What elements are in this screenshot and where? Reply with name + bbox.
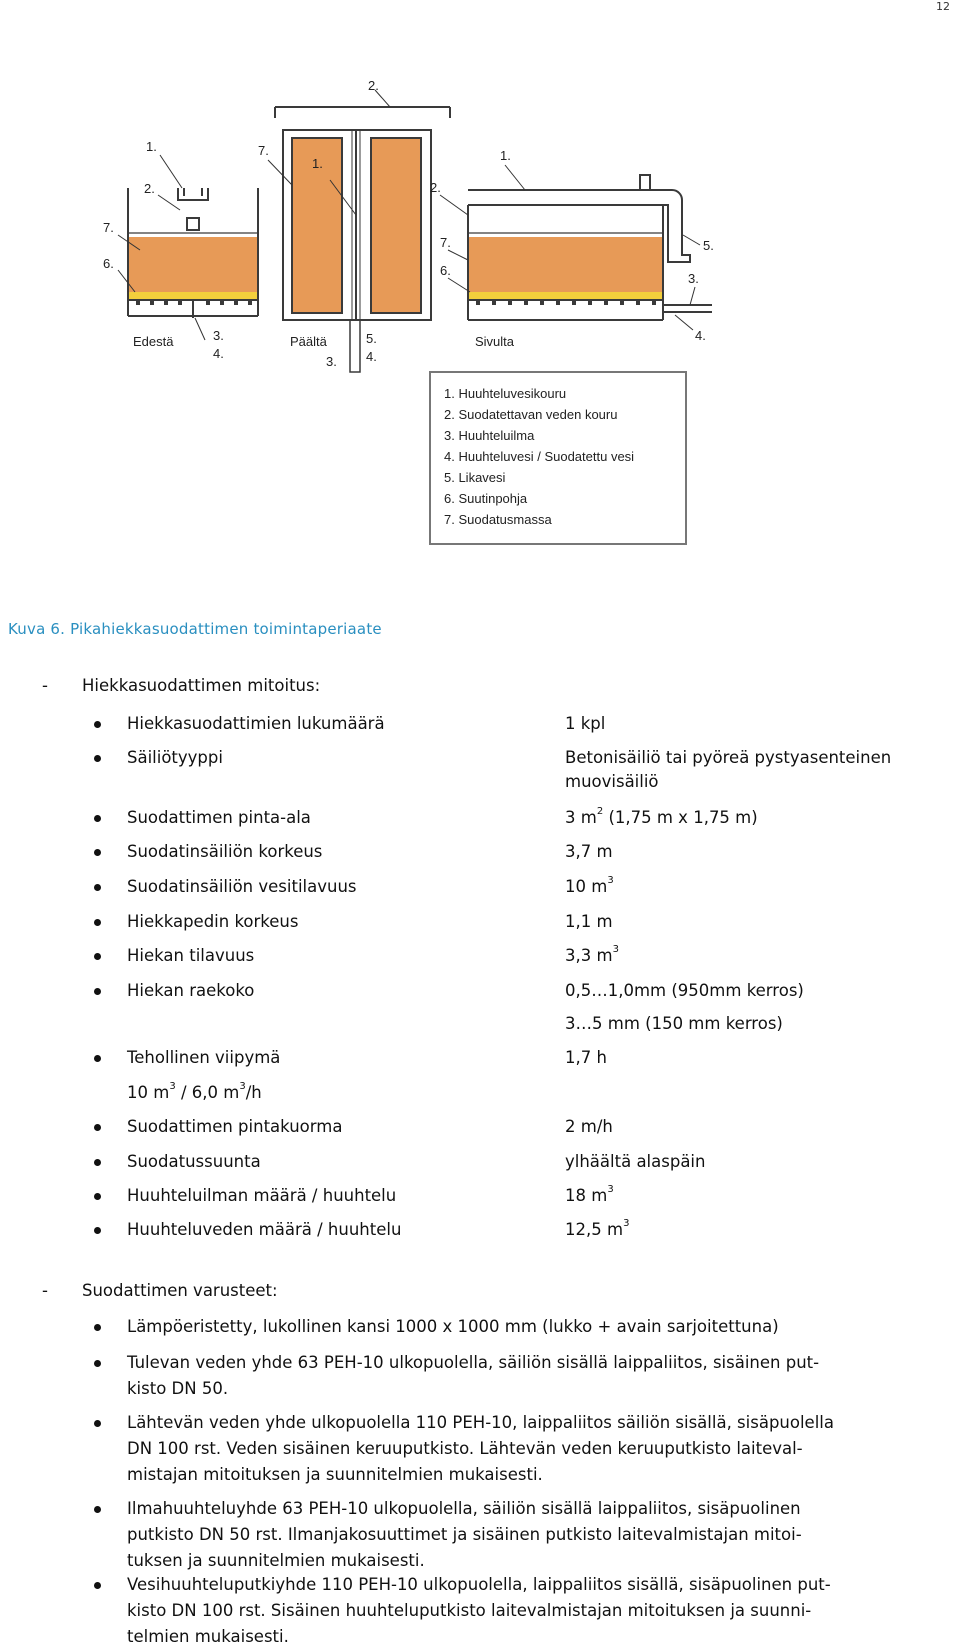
label-2-side: 2. — [430, 180, 441, 195]
spec-value-cont: 3…5 mm (150 mm kerros) — [565, 1014, 783, 1033]
bullet-icon — [94, 755, 101, 762]
bullet-icon — [94, 1506, 101, 1513]
legend-item-6: 6. Suutinpohja — [444, 491, 528, 506]
legend-item-4: 4. Huuhteluvesi / Suodatettu vesi — [444, 449, 635, 464]
spec-value: 3 $m^2$ (1,75 m x 1,75 m) — [565, 806, 758, 827]
bullet-icon — [94, 849, 101, 856]
label-7-side: 7. — [440, 235, 451, 250]
dash-marker: - — [42, 1281, 48, 1300]
spec-value: Betonisäiliö tai pyöreä pystyasenteinen — [565, 748, 892, 767]
label-6-side: 6. — [440, 263, 451, 278]
section-title: Hiekkasuodattimen mitoitus: — [82, 676, 321, 695]
spec-value: 18 $m^3$ — [565, 1184, 614, 1205]
equipment-line: Tulevan veden yhde 63 PEH-10 ulkopuolella, säiliön sisällä laippaliitos, sisäinen put- — [127, 1353, 820, 1372]
label-5-top: 5. — [366, 331, 377, 346]
bullet-icon — [94, 1159, 101, 1166]
label-1-top: 1. — [312, 156, 323, 171]
bullet-icon — [94, 988, 101, 995]
label-2-top: 2. — [368, 78, 379, 93]
bullet-icon — [94, 1124, 101, 1131]
bullet-icon — [94, 815, 101, 822]
front-media — [128, 237, 258, 292]
spec-label: Hiekkasuodattimien lukumäärä — [127, 714, 385, 733]
section-title: Suodattimen varusteet: — [82, 1281, 278, 1300]
label-2-front: 2. — [144, 181, 155, 196]
front-nozzle-floor — [128, 292, 258, 299]
label-5-side: 5. — [703, 238, 714, 253]
legend-item-3: 3. Huuhteluilma — [444, 428, 535, 443]
view-label-side: Sivulta — [475, 334, 515, 349]
equipment-line: DN 100 rst. Veden sisäinen keruuputkisto. Lähtevän veden keruuputkisto laiteval- — [127, 1439, 803, 1458]
spec-label: Hiekkapedin korkeus — [127, 912, 299, 931]
equipment-line: kisto DN 100 rst. Sisäinen huuhteluputkisto laitevalmistajan mitoituksen ja suunni- — [127, 1601, 812, 1620]
bullet-icon — [94, 1193, 101, 1200]
spec-value: 3,3 $m^3$ — [565, 944, 619, 965]
view-label-front: Edestä — [133, 334, 174, 349]
label-6-front: 6. — [103, 256, 114, 271]
spec-label: Suodatussuunta — [127, 1152, 261, 1171]
label-4-side: 4. — [695, 328, 706, 343]
bullet-icon — [94, 884, 101, 891]
bullet-icon — [94, 1420, 101, 1427]
legend-item-7: 7. Suodatusmassa — [444, 512, 552, 527]
spec-label: Hiekan tilavuus — [127, 946, 255, 965]
bullet-icon — [94, 1360, 101, 1367]
equipment-line: Vesihuuhteluputkiyhde 110 PEH-10 ulkopuolella, laippaliitos sisällä, sisäpuolinen put- — [127, 1575, 831, 1594]
page-number: 12 — [936, 0, 950, 13]
spec-label: Suodatinsäiliön vesitilavuus — [127, 877, 357, 896]
spec-label: Huuhteluveden määrä / huuhtelu — [127, 1220, 402, 1239]
bullet-icon — [94, 1582, 101, 1589]
bullet-icon — [94, 1055, 101, 1062]
dash-marker: - — [42, 676, 48, 695]
bullet-icon — [94, 721, 101, 728]
spec-formula-text: 10 $m^3 / 6,0$ $m^3/h$ — [127, 1081, 262, 1102]
bullet-icon — [94, 1324, 101, 1331]
spec-label: Säiliötyyppi — [127, 748, 223, 767]
label-4-front: 4. — [213, 346, 224, 361]
spec-label: Hiekan raekoko — [127, 981, 255, 1000]
legend-item-1: 1. Huuhteluvesikouru — [444, 386, 567, 401]
equipment-line: putkisto DN 50 rst. Ilmanjakosuuttimet ja sisäinen putkisto laitevalmistajan mitoi- — [127, 1525, 802, 1544]
equipment-line: kisto DN 50. — [127, 1379, 229, 1398]
view-label-top: Päältä — [290, 334, 327, 349]
spec-label: Suodattimen pintakuorma — [127, 1117, 343, 1136]
spec-value: 12,5 $m^3$ — [565, 1218, 630, 1239]
spec-label: Suodatinsäiliön korkeus — [127, 842, 323, 861]
bullet-icon — [94, 953, 101, 960]
equipment-line: tuksen ja suunnitelmien mukaisesti. — [127, 1551, 425, 1570]
equipment-line: Lähtevän veden yhde ulkopuolella 110 PEH-10, laippaliitos säiliön sisällä, sisäpuolella — [127, 1413, 834, 1432]
label-1-side: 1. — [500, 148, 511, 163]
spec-value: 10 $m^3$ — [565, 875, 614, 896]
label-3-front: 3. — [213, 328, 224, 343]
spec-value: 2 m/h — [565, 1117, 613, 1136]
label-7-top: 7. — [258, 143, 269, 158]
filter-diagram — [0, 60, 960, 620]
equipment-line: Lämpöeristetty, lukollinen kansi 1000 x 1000 mm (lukko + avain sarjoitettuna) — [127, 1317, 779, 1336]
bullet-icon — [94, 1227, 101, 1234]
side-media — [468, 237, 663, 292]
spec-value: 1 kpl — [565, 714, 606, 733]
label-1-front: 1. — [146, 139, 157, 154]
spec-label: Huuhteluilman määrä / huuhtelu — [127, 1186, 397, 1205]
spec-value: 3,7 m — [565, 842, 613, 861]
label-3-top: 3. — [326, 354, 337, 369]
label-4-top: 4. — [366, 349, 377, 364]
top-right-media — [371, 138, 421, 313]
spec-label: Suodattimen pinta-ala — [127, 808, 311, 827]
side-nozzle-floor — [468, 292, 663, 299]
spec-value: 1,1 m — [565, 912, 613, 931]
spec-value: ylhäältä alaspäin — [565, 1152, 706, 1171]
figure-caption: Kuva 6. Pikahiekkasuodattimen toimintaperiaate — [8, 620, 382, 638]
equipment-line: telmien mukaisesti. — [127, 1627, 289, 1646]
bullet-icon — [94, 919, 101, 926]
label-3-side: 3. — [688, 271, 699, 286]
spec-value: 1,7 h — [565, 1048, 607, 1067]
equipment-line: mistajan mitoituksen ja suunnitelmien mukaisesti. — [127, 1465, 543, 1484]
legend-item-2: 2. Suodatettavan veden kouru — [444, 407, 618, 422]
equipment-line: Ilmahuuhteluyhde 63 PEH-10 ulkopuolella, säiliön sisällä laippaliitos, sisäpuolinen — [127, 1499, 801, 1518]
label-7-front: 7. — [103, 220, 114, 235]
legend-item-5: 5. Likavesi — [444, 470, 506, 485]
spec-value-cont: muovisäiliö — [565, 772, 659, 791]
spec-value: 0,5…1,0mm (950mm kerros) — [565, 981, 804, 1000]
spec-label: Tehollinen viipymä — [127, 1048, 281, 1067]
